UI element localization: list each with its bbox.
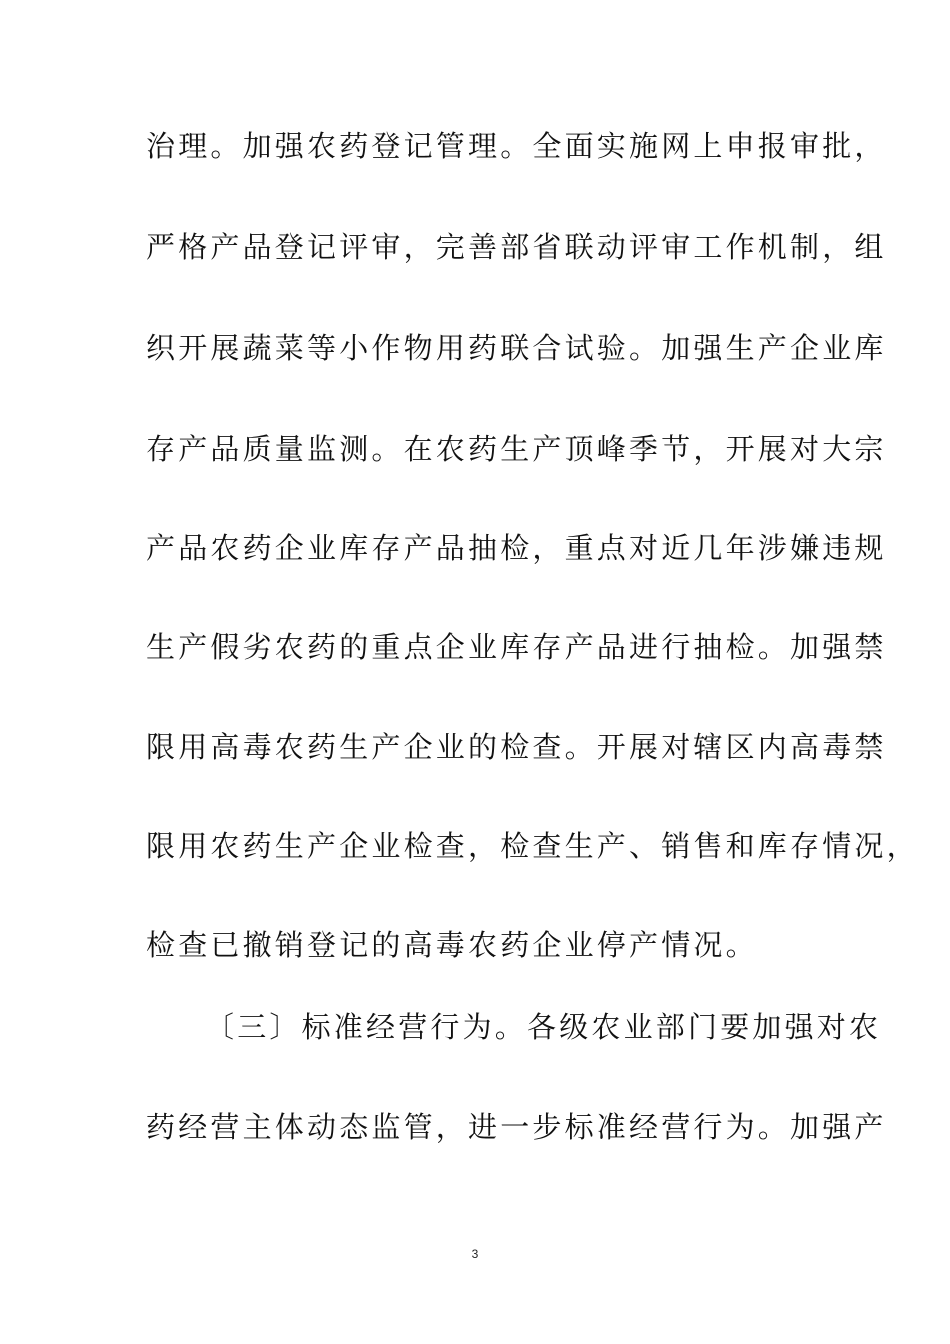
text-line: 产品农药企业库存产品抽检，重点对近几年涉嫌违规	[146, 531, 887, 565]
page-number: 3	[471, 1247, 479, 1261]
text-line: 限用农药生产企业检查，检查生产、销售和库存情况，	[146, 829, 919, 863]
text-line: 检查已撤销登记的高毒农药企业停产情况。	[146, 928, 758, 962]
text-line: 存产品质量监测。在农药生产顶峰季节，开展对大宗	[146, 432, 887, 466]
text-line: 织开展蔬菜等小作物用药联合试验。加强生产企业库	[146, 331, 887, 365]
text-line: 治理。加强农药登记管理。全面实施网上申报审批，	[146, 129, 887, 163]
text-line: 限用高毒农药生产企业的检查。开展对辖区内高毒禁	[146, 730, 887, 764]
text-line: 严格产品登记评审，完善部省联动评审工作机制，组	[146, 230, 887, 264]
text-line: 药经营主体动态监管，进一步标准经营行为。加强产	[146, 1110, 887, 1144]
paragraph-heading-line: 〔三〕标准经营行为。各级农业部门要加强对农	[205, 1010, 882, 1044]
text-line: 生产假劣农药的重点企业库存产品进行抽检。加强禁	[146, 630, 887, 664]
